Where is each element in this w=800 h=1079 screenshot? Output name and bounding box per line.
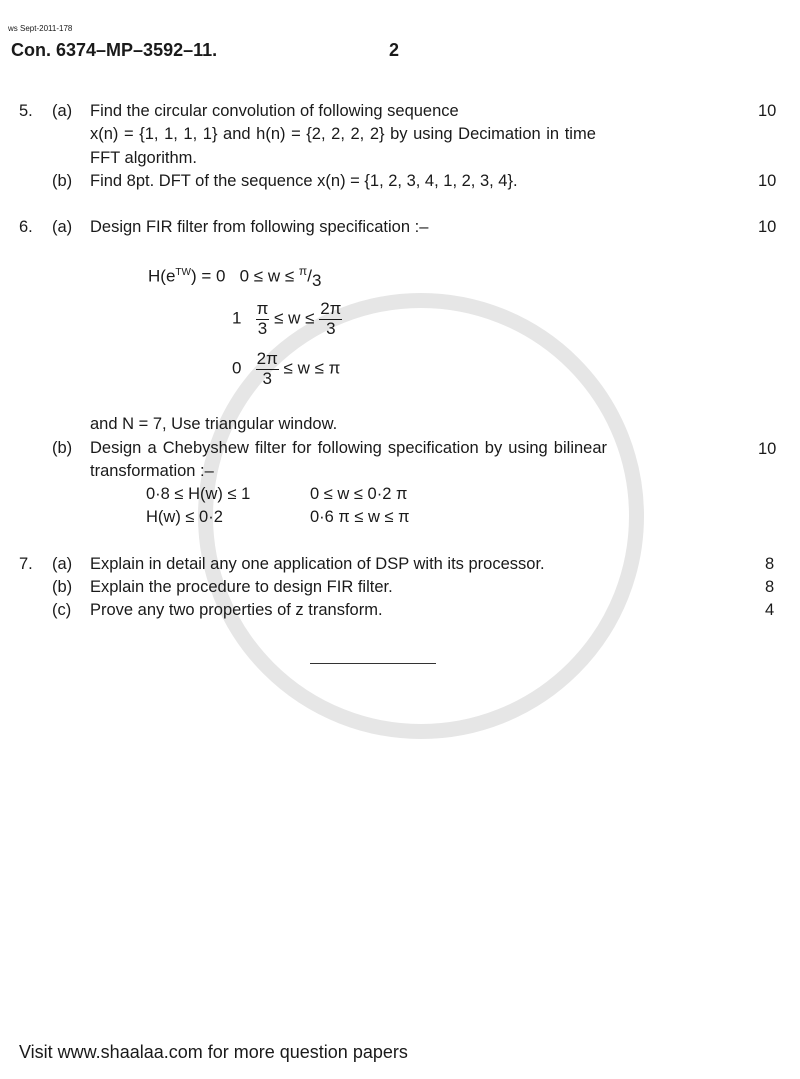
question-text: Explain the procedure to design FIR filter. xyxy=(90,578,393,596)
spec-cell: 0·8 ≤ H(w) ≤ 1 xyxy=(146,485,251,503)
question-number: 6. xyxy=(19,218,33,236)
part-label: (a) xyxy=(52,555,73,573)
formula-row-2: 1 $\frac{\pi}{3}$ ≤ w ≤ $\frac{2\pi}{3}$ xyxy=(232,299,342,338)
marks: 10 xyxy=(758,102,777,120)
stamp-text: ws Sept-2011-178 xyxy=(8,24,73,33)
question-text: Find the circular convolution of following sequence xyxy=(90,102,459,120)
question-text: Prove any two properties of z transform. xyxy=(90,601,383,619)
question-number: 5. xyxy=(19,102,33,120)
question-text: Design FIR filter from following specification :– xyxy=(90,218,429,236)
part-label: (b) xyxy=(52,172,73,190)
question-text: x(n) = {1, 1, 1, 1} and h(n) = {2, 2, 2, 2} by using Decimation in time xyxy=(90,125,596,143)
part-label: (a) xyxy=(52,218,73,236)
formula-row-3: 0 $\frac{2\pi}{3}$ ≤ w ≤ π xyxy=(232,349,341,388)
question-text: Design a Chebyshew filter for following specification by using bilinear xyxy=(90,439,608,457)
question-text: Explain in detail any one application of DSP with its processor. xyxy=(90,555,545,573)
marks: 8 xyxy=(765,578,775,596)
marks: 4 xyxy=(765,601,775,619)
spec-cell: H(w) ≤ 0·2 xyxy=(146,508,223,526)
footer-text: Visit www.shaalaa.com for more question papers xyxy=(19,1042,408,1062)
part-label: (b) xyxy=(52,578,73,596)
part-label: (c) xyxy=(52,601,72,619)
part-label: (b) xyxy=(52,439,73,457)
marks: 8 xyxy=(765,555,775,573)
spec-cell: 0 ≤ w ≤ 0·2 π xyxy=(310,485,408,503)
marks: 10 xyxy=(758,440,777,458)
question-number: 7. xyxy=(19,555,33,573)
spec-cell: 0·6 π ≤ w ≤ π xyxy=(310,508,410,526)
marks: 10 xyxy=(758,218,777,236)
marks: 10 xyxy=(758,172,777,190)
part-label: (a) xyxy=(52,102,73,120)
question-text: and N = 7, Use triangular window. xyxy=(90,415,338,433)
page-number: 2 xyxy=(389,40,400,60)
paper-code: Con. 6374–MP–3592–11. xyxy=(11,40,218,60)
question-text: Find 8pt. DFT of the sequence x(n) = {1, 2, 3, 4, 1, 2, 3, 4}. xyxy=(90,172,518,190)
end-rule xyxy=(310,663,436,664)
formula-row-1: $H(e^{TW}) = 0$ $0 \le w \le ^\pi/_3$ xyxy=(148,264,322,291)
question-text: FFT algorithm. xyxy=(90,149,197,167)
question-text: transformation :– xyxy=(90,462,214,480)
